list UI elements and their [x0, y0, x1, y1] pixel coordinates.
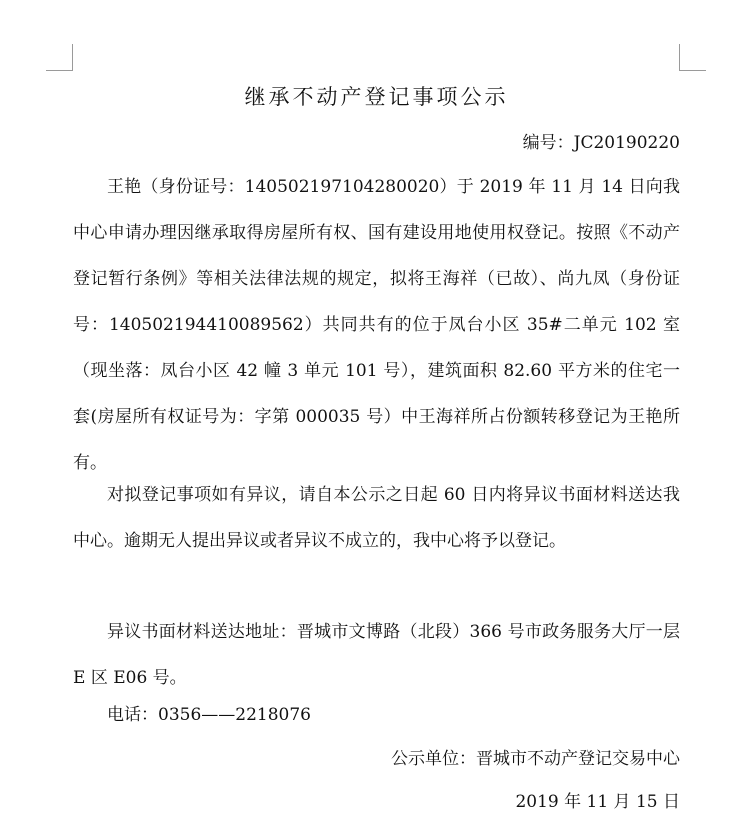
paragraph-phone: 电话：0356——2218076	[107, 705, 311, 725]
page-corner-mark-top-left	[46, 44, 73, 71]
paragraph-applicant: 王艳（身份证号：140502197104280020）于 2019 年 11 月 14 日向我中心申请办理因继承取得房屋所有权、国有建设用地使用权登记。按照《不动产登记暂行条例》等相关法律法规的规定，拟将王海祥（已故）、尚九凤（身份证号：140502194410089562）共同共有的位于凤台小区 35#二单元 102 室（现坐落：凤台小区 42 幢 3 单元 101 号），建筑面积 82.60 平方米的住宅一套(房屋所有权证号为：字第 000035 号）中王海祥所占份额转移登记为王艳所有。	[73, 177, 680, 473]
signing-unit: 公示单位：晋城市不动产登记交易中心	[391, 749, 680, 769]
page-corner-mark-top-right	[679, 44, 706, 71]
document-title: 继承不动产登记事项公示	[244, 85, 509, 109]
document-number: 编号：JC20190220	[522, 133, 680, 153]
paragraph-objection-address: 异议书面材料送达地址：晋城市文博路（北段）366 号市政务服务大厅一层 E 区 E06 号。	[73, 622, 680, 688]
signing-date: 2019 年 11 月 15 日	[515, 792, 680, 812]
paragraph-objection-period: 对拟登记事项如有异议，请自本公示之日起 60 日内将异议书面材料送达我中心。逾期无人提出异议或者异议不成立的，我中心将予以登记。	[73, 485, 680, 551]
